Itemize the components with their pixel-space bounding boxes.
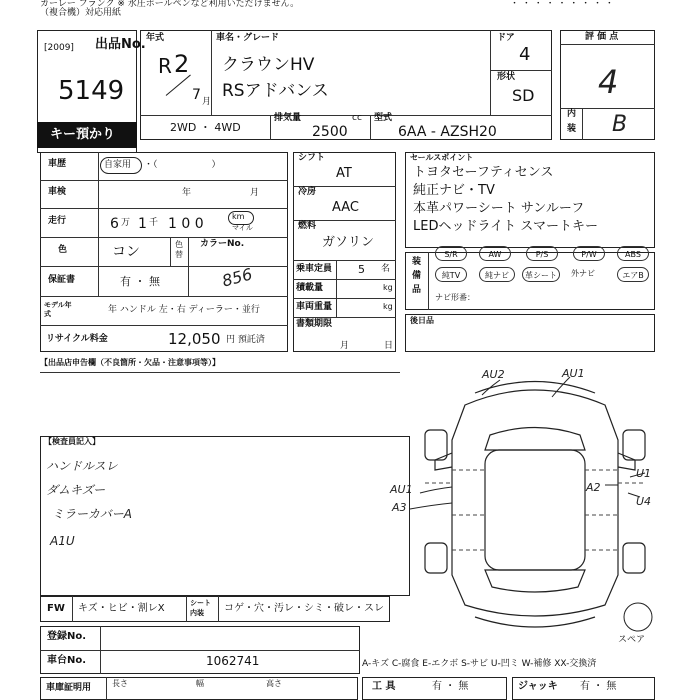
chassis-label: 車台No. bbox=[47, 655, 87, 666]
exhibit-year-tag: [2009] bbox=[44, 43, 74, 53]
inspector-line-4: A1U bbox=[50, 534, 75, 548]
docs-month: 月 bbox=[340, 341, 350, 351]
exhibit-number: 5149 bbox=[58, 76, 125, 106]
equip-airbag: エアB bbox=[617, 267, 649, 282]
color-value: コン bbox=[112, 244, 140, 260]
docs-day: 日 bbox=[384, 341, 394, 351]
mark-au1-side: AU1 bbox=[390, 483, 413, 496]
inspection-month: 月 bbox=[250, 188, 260, 198]
inspector-line-2: ダムキズー bbox=[46, 483, 106, 497]
seat-label: シート内装 bbox=[190, 599, 211, 617]
docs-label: 書類期限 bbox=[296, 319, 333, 329]
damage-legend: A-キズ C-腐食 E-エクボ S-サビ U-凹ミ W-補修 XX-交換済 bbox=[362, 659, 597, 669]
color-change: 色替 bbox=[175, 240, 183, 259]
car-damage-diagram bbox=[380, 365, 680, 640]
key-label: キー預かり bbox=[50, 127, 116, 142]
header-right: ・ ・ ・ ・ ・ ・ ・ ・ ・ bbox=[510, 0, 614, 9]
interior-label-2: 装 bbox=[567, 124, 577, 134]
displacement: 2500 bbox=[312, 124, 348, 140]
km-unit: km bbox=[232, 212, 245, 221]
door-label: ドア bbox=[497, 33, 515, 43]
equip-abs: ABS bbox=[617, 246, 649, 261]
mile-unit: マイル bbox=[232, 224, 253, 232]
cert-height: 高さ bbox=[266, 679, 282, 688]
header-note: カーレー フランク ※ 水圧ボールペンなど利用いただけません。 bbox=[40, 0, 300, 9]
shape-label: 形状 bbox=[497, 72, 516, 82]
color-no: 856 bbox=[219, 264, 255, 291]
navi-label: ナビ形番： bbox=[435, 293, 475, 302]
equip-aw: AW bbox=[479, 246, 511, 261]
mark-au2: AU2 bbox=[482, 368, 505, 381]
capacity-label: 乗車定員 bbox=[296, 264, 333, 274]
score-value: 4 bbox=[598, 63, 619, 101]
year-label: 年式 bbox=[146, 33, 165, 43]
equip-tv: 純TV bbox=[435, 267, 467, 282]
color-no-label: カラーNo. bbox=[200, 239, 245, 249]
spec-table bbox=[40, 152, 288, 352]
equip-pw: P/W bbox=[573, 246, 605, 261]
drive: 2WD ・ 4WD bbox=[170, 121, 241, 134]
month-unit: 月 bbox=[202, 97, 212, 107]
sales-line-3: 本革パワーシート サンルーフ bbox=[413, 201, 585, 216]
car-name: クラウンHV bbox=[222, 55, 315, 75]
recycle-unit: 円 預託済 bbox=[226, 335, 265, 345]
mark-au1-top: AU1 bbox=[562, 367, 585, 380]
load-label: 積載量 bbox=[296, 283, 324, 293]
recycle-amount: 12,050 bbox=[168, 330, 221, 348]
history-label: 車歴 bbox=[48, 159, 67, 169]
score-label: 評 価 点 bbox=[585, 32, 619, 42]
equip-leather: 革シート bbox=[522, 267, 560, 282]
capacity-unit: 名 bbox=[381, 264, 391, 274]
equipment-label: 装備品 bbox=[412, 257, 422, 295]
equip-ps: P/S bbox=[526, 246, 558, 261]
reg-label: 登録No. bbox=[47, 631, 87, 642]
mark-a3: A3 bbox=[392, 501, 407, 514]
jack-value: 有 ・ 無 bbox=[580, 681, 617, 692]
mark-a2: A2 bbox=[586, 481, 601, 494]
doors: 4 bbox=[519, 44, 531, 65]
fw-label: FW bbox=[47, 603, 65, 614]
mileage-sen: 1 bbox=[138, 216, 147, 232]
inspector-line-3: ミラーカバーA bbox=[52, 507, 132, 521]
sales-label: セールスポイント bbox=[410, 153, 474, 162]
sales-line-2: 純正ナビ・TV bbox=[413, 183, 495, 198]
header-subnote: （複合機）対応用紙 bbox=[40, 8, 122, 18]
ac-label: 冷房 bbox=[298, 187, 317, 197]
month: 7 bbox=[192, 87, 201, 103]
inspector-line-1: ハンドルスレ bbox=[46, 459, 118, 473]
capacity: 5 bbox=[358, 263, 365, 276]
history-rest: ・（ ） bbox=[144, 160, 221, 170]
fw-row-text: キズ・ヒビ・割レX bbox=[78, 603, 165, 614]
chassis-number: 1062741 bbox=[206, 654, 260, 668]
warranty-label: 保証書 bbox=[48, 275, 76, 285]
cert-length: 長さ bbox=[112, 679, 128, 688]
mileage-label: 走行 bbox=[48, 216, 67, 226]
tools-value: 有 ・ 無 bbox=[432, 681, 469, 692]
recycle-label: リサイクル料金 bbox=[46, 334, 108, 344]
inspection-year: 年 bbox=[182, 188, 192, 198]
mileage-rest: 1 0 0 bbox=[168, 216, 204, 232]
jack-label: ジャッキ bbox=[518, 681, 558, 692]
weight-label: 車両重量 bbox=[296, 302, 333, 312]
inspector-label: 【検査員記入】 bbox=[44, 437, 100, 446]
warranty-value: 有 ・ 無 bbox=[120, 275, 160, 288]
displacement-label: 排気量 bbox=[274, 113, 302, 123]
color-label: 色 bbox=[58, 245, 68, 255]
seat-row-text: コゲ・穴・汚レ・シミ・破レ・スレ bbox=[224, 603, 384, 614]
later-box bbox=[405, 314, 655, 352]
load-unit: kg bbox=[383, 283, 393, 292]
mark-u4: U4 bbox=[636, 495, 652, 508]
sales-line-4: LEDヘッドライト スマートキー bbox=[413, 219, 598, 234]
car-grade: RSアドバンス bbox=[222, 81, 329, 101]
mileage-man: 6 bbox=[110, 216, 119, 232]
interior-value: B bbox=[612, 112, 628, 137]
model-label: 型式 bbox=[374, 113, 393, 123]
man-unit: 万 bbox=[121, 218, 131, 228]
weight-unit: kg bbox=[383, 302, 393, 311]
ac: AAC bbox=[332, 200, 359, 215]
cert-label: 車庫証明用 bbox=[46, 683, 92, 693]
history-value: 自家用 bbox=[104, 160, 132, 170]
exhibitor-label: 【出品店申告欄（不良箇所・欠品・注意事項等）】 bbox=[40, 358, 220, 367]
inspection-label: 車検 bbox=[48, 187, 67, 197]
mark-u1: U1 bbox=[636, 467, 652, 480]
spare-label: スペア bbox=[618, 635, 646, 645]
exhibit-label: 出品No. bbox=[95, 37, 146, 52]
cert-width: 幅 bbox=[196, 679, 204, 688]
sen-unit: 千 bbox=[149, 218, 159, 228]
tools-label: 工 具 bbox=[372, 681, 396, 692]
equip-ext-navi: 外ナビ bbox=[571, 269, 595, 278]
era: R bbox=[158, 54, 172, 78]
shape: SD bbox=[512, 86, 535, 105]
shift-label: シフト bbox=[298, 153, 326, 163]
model: 6AA - AZSH20 bbox=[398, 124, 497, 140]
fuel: ガソリン bbox=[322, 235, 375, 250]
model-year-label: モデル年式 bbox=[44, 301, 72, 318]
fuel-label: 燃料 bbox=[298, 221, 317, 231]
sales-line-1: トヨタセーフティセンス bbox=[413, 165, 554, 180]
model-year-row: 年 ハンドル 左・右 ディーラー・並行 bbox=[108, 305, 260, 315]
equip-sr: S/R bbox=[435, 246, 467, 261]
displacement-unit: cc bbox=[352, 113, 362, 123]
year: 2 bbox=[174, 50, 190, 78]
later-label: 後日品 bbox=[410, 316, 434, 325]
equip-navi: 純ナビ bbox=[479, 267, 515, 282]
shift: AT bbox=[336, 166, 352, 181]
interior-label-1: 内 bbox=[567, 109, 577, 119]
name-label: 車名・グレード bbox=[216, 33, 280, 43]
